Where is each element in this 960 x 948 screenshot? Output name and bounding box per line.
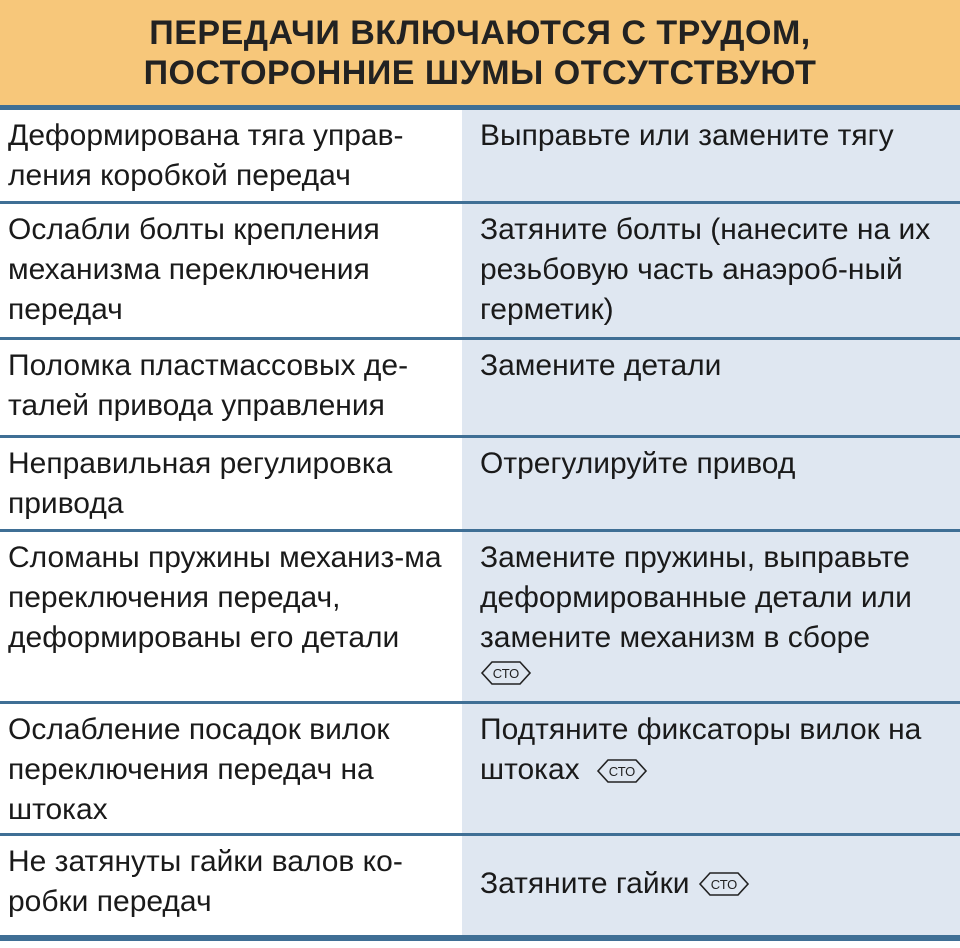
remedy-text: Замените детали [480,349,722,382]
cause-text: Ослабли болты крепления механизма переключения передач [8,213,380,326]
remedy-cell [462,704,960,833]
cause-text: Не затянуты гайки валов ко-робки передач [8,845,403,918]
table-row [0,438,960,532]
remedy-cell [462,836,960,935]
cause-cell [0,836,462,935]
cause-cell [0,110,462,201]
cause-text: Неправильная регулировка привода [8,447,393,520]
cause-text: Сломаны пружины механиз-ма переключения передач, деформированы его детали [8,541,442,654]
sto-service-icon [480,660,950,686]
remedy-cell [462,340,960,435]
cause-cell [0,704,462,833]
table-row [0,110,960,204]
table-header [0,0,960,110]
sto-service-icon [596,758,648,784]
cause-cell [0,340,462,435]
remedy-cell [462,438,960,529]
table-row [0,340,960,438]
remedy-text: Отрегулируйте привод [480,447,796,480]
sto-diamond-icon [480,660,532,686]
remedy-cell [462,532,960,701]
header-title-line2: ПОСТОРОННИЕ ШУМЫ ОТСУТСТВУЮТ [143,53,817,92]
cause-cell [0,438,462,529]
sto-diamond-icon [698,871,750,897]
table-row [0,204,960,340]
sto-label: СТО [492,666,520,681]
remedy-text: Подтяните фиксаторы вилок на штоках [480,713,922,786]
header-title-line1: ПЕРЕДАЧИ ВКЛЮЧАЮТСЯ С ТРУДОМ, [149,13,811,52]
remedy-text: Выправьте или замените тягу [480,119,894,152]
bottom-rule [0,935,960,941]
cause-cell [0,532,462,701]
cause-cell [0,204,462,337]
remedy-cell [462,110,960,201]
table-row [0,532,960,704]
remedy-text: Затяните гайки [480,866,690,900]
remedy-text: Замените пружины, выправьте деформированные детали или замените механизм в сборе [480,541,912,654]
sto-diamond-icon [596,758,648,784]
remedy-text: Затяните болты (нанесите на их резьбовую часть анаэроб-ный герметик) [480,213,931,326]
cause-text: Поломка пластмассовых де-талей привода управления [8,349,409,422]
sto-label: СТО [710,876,737,892]
remedy-cell [462,204,960,337]
sto-label: СТО [608,764,636,780]
cause-text: Деформирована тяга управ-ления коробкой передач [8,119,404,192]
cause-text: Ослабление посадок вилок переключения передач на штоках [8,713,390,826]
table-row [0,836,960,935]
sto-service-icon [698,871,750,897]
table-row [0,704,960,836]
